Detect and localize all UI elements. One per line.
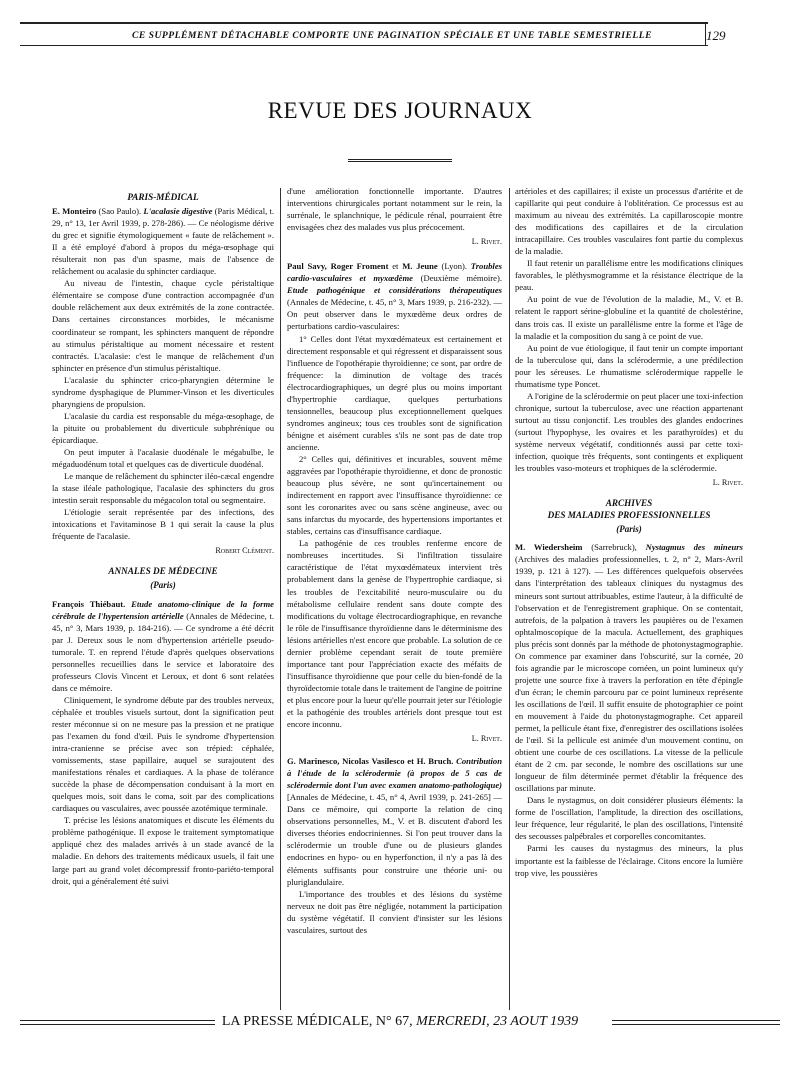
column-3 — [515, 185, 743, 879]
article-reference: (Annales de Médecine, t. 45, n° 3, Mars 1939, p. 216-232). — On peut observer dans le myxœdème deux ordres de perturbations cardio-vasculaires: — [287, 297, 502, 332]
column-2 — [287, 185, 502, 936]
footer — [0, 1014, 800, 1030]
header-bottom-rule — [20, 45, 708, 46]
authors: G. Marinesco, Nicolas Vasilesco et H. Bruch. — [287, 756, 454, 767]
footer-date: MERCREDI, 23 AOUT 1939 — [416, 1014, 579, 1029]
article-reference: (Paris Médical, t. 29, n° 13, 1er Avril 1939, p. 278-286). — Ce néologisme dérive du grec et signifie étymologiquement « faute de relâchement ». Il a été employé d'abord à propos du méga-œsophage qui résulterait non pas d'un spasme, mais de l'absence de relâchement ou acalasie du sphincter cardiaque. — [52, 206, 274, 277]
paragraph: 2° Celles qui, définitives et incurables, souvent même aggravées par l'opothérapie thyroïdienne, et donc de pronostic beaucoup plus sévère, ne sont qu'incertainement ou indirectement en rapport avec l'insuffisance thyroïdienne: ce sont les coronarites avec ou sans scène angineuse, avec ou sans infarctus du myocarde, des hypertensions importantes et stables, certains cas d'insuffisance cardiaque. — [287, 453, 502, 537]
paragraph-continued: artérioles et des capillaires; il existe un processus d'artérite et de capillarite qui peut conduire à l'oblitération. Ce processus est au maximum au niveau des extrémités. La capillaroscopie montre des modifications des capillaires et de la circulation intracapillaire. Ces troubles vasculaires font partie du complexus de la maladie. — [515, 186, 743, 257]
section-heading-archives: ARCHIVES — [605, 498, 653, 509]
author: M. Wiedersheim — [515, 542, 583, 553]
paragraph: T. précise les lésions anatomiques et discute les éléments du problème pathogénique. Il expose le traitement symptomatique appliqué chez des malades arrivés à un stade avancé de la maladie. En dehors des traitements médicaux usuels, il fait une large part au grand volet décompressif fronto-pariéto-temporal droit, qui a généralement été suivi — [52, 815, 274, 886]
paragraph-continued: d'une amélioration fonctionnelle importante. D'autres interventions chirurgicales portant notamment sur le rein, la surrénale, le splanchnique, le pédicule rénal, pourraient être envisagées chez des malades vus plus précocement. — [287, 186, 502, 233]
page-title: REVUE DES JOURNAUX — [267, 98, 533, 123]
article-marinesco — [287, 755, 502, 888]
paragraph: Le manque de relâchement du sphincter iléo-cæcal engendre la stase iléale pathologique, l'acalasie des sphincters du gros intestin serait responsable du mégacolon total ou segmentaire. — [52, 471, 274, 506]
paragraph: On peut imputer à l'acalasie duodénale le mégabulbe, le mégaduodénum total et quelques cas de diverticule duodénal. — [52, 446, 274, 470]
section-subheading: (Paris) — [150, 580, 176, 591]
article-monteiro — [52, 205, 274, 277]
title-rule — [348, 159, 452, 160]
author-location: (Sao Paulo). — [96, 206, 144, 217]
footer-issue: N° 67, — [375, 1014, 413, 1029]
column-separator-1 — [280, 188, 281, 1010]
article-subtitle: Etude pathogénique et considérations thérapeutiques — [287, 285, 502, 296]
section-heading-paris-medical: PARIS-MÉDICAL — [127, 192, 199, 202]
paragraph: L'acalasie du sphincter crico-pharyngien détermine le syndrome dysphagique de Plummer-Vinson et les diverticules pharyngiens de propulsion. — [52, 374, 274, 409]
paragraph: Au niveau de l'intestin, chaque cycle péristaltique élémentaire se compose d'une contraction accompagnée d'un double relâchement aux deux extrémités de la zone contractée. Dans certaines circonstances morbides, le mécanisme coordinateur se rompant, les sphincters manquent de répondre au stimulus péristaltique au moment nécessaire et restent contractés. L'acalasie: c'est le manque de relâchement d'un sphincter en présence d'un stimulus péristaltique. — [52, 278, 274, 373]
article-reference: (Archives des maladies professionnelles, t. 2, n° 2, Mars-Avril 1939, p. 121 à 127). — Les différences quelquefois observées dans l'interprétation des tableaux cliniques du nystagmus des mineurs sont surtout attribuables, estime l'auteur, à la difficulté de l'observation et de l'enregistrement graphique. On se contentait, autrefois, de la palpation à travers les paupières ou de l'examen ophtalmoscopique de la macula. Actuellement, des graphiques plus précis sont donnés par la méthode de photonystagmographie. On commence par examiner dans l'obscurité, sur la cornée, 20 fois agrandie par le microscope cornéen, un point lumineux qu'y projette une source fixe à travers la perforation en tête d'épingle d'un écran; le chemin parcouru par ce point lumineux représente les oscillations de l'œil. Il suffit ensuite de photographier ce point en mouvement à l'aide du photonystagmographe. Cet appareil permet, la pellicule étant fixe, d'enregistrer des oscillations isolées de l'œil. Si la pellicule est animée d'un mouvement continu, on obtient une courbe de ces oscillations. La vitesse de la pellicule étant de 2 cm. par seconde, le nombre des oscillations sur une longueur de film déterminée permet d'établir la fréquence des oscillations par minute. — [515, 554, 743, 794]
paragraph: 1° Celles dont l'état myxœdémateux est certainement et directement responsable et qui régressent et disparaissent sous l'influence de l'opothérapie thyroïdienne; ce sont, par ordre de fréquence: la diminution de voltage des tracés électrocardiographiques, un degré plus ou moins important d'hypertrophie cardiaque, quelques perturbations tensionnelles, beaucoup plus exceptionnellement quelques syndromes angineux; tous ces troubles sont de signification bénigne et aisément curables s'ils ne sont pas de date trop ancienne. — [287, 333, 502, 452]
author: M. Jeune — [402, 261, 438, 272]
paragraph: La pathogénie de ces troubles renferme encore de nombreuses incertitudes. Si l'infiltration tissulaire caractéristique de l'état myxœdémateux intervient très probablement dans la genèse de l'hypertrophie cardiaque, si les troubles de l'excitabilité neuro-musculaire ou du métabolisme cellulaire rendent sans doute compte des modifications du voltage électrocardiographique, en revanche le rôle de l'insuffisance thyroïdienne dans le déterminisme des lésions artérielles n'est encore que probable. La solution de ce dernier problème cependant serait de toute première importance tant pour l'appréciation exacte des méfaits de l'insuffisance thyroïdienne que pour celle du bien-fondé de la thyroïdectomie totale dans le traitement de l'angine de poitrine et plus encore pour la lueur qu'elle pourrait jeter sur l'étiologie et la pathogénie des troubles artériels dont presque tout est encore inconnu. — [287, 538, 502, 730]
section-subheading: (Paris) — [616, 524, 642, 535]
article-wiedersheim — [515, 541, 743, 794]
signature: L. Rivet. — [471, 734, 502, 744]
paragraph: L'acalasie du cardia est responsable du méga-œsophage, de la pituite ou probablement du diverticule subphrénique ou épicardiaque. — [52, 410, 274, 445]
paragraph: L'importance des troubles et des lésions du système nerveux ne doit pas être négligée, notamment la participation du système végétatif. Il convient d'insister sur les lésions vasculaires, surtout des — [287, 888, 502, 935]
article-reference: [Annales de Médecine, t. 45, n° 4, Avril 1939, p. 241-265] — Dans ce mémoire, qui comporte la relation de cinq observations personnelles, M., V. et B. discutent d'abord les diverses théories endocriniennes. Si l'on peut trouver dans la sclérodermie un trouble d'une ou de plusieurs glandes endocrines en hypo- ou en hyperfonction, il n'y a pas là des éléments suffisants pour construire une théorie uni- ou pluriglandulaire. — [287, 792, 502, 887]
signature: Robert Clément. — [215, 546, 274, 556]
header-top-rule — [20, 22, 708, 24]
article-title: Nystagmus des mineurs — [645, 542, 743, 553]
article-reference: (Annales de Médecine, t. 45, n° 3, Mars 1939, p. 184-216). — Ce syndrome a été décrit par J. Dereux sous le nom d'hypertension artérielle pseudo-tumorale. T. en reprend l'étude d'après quelques observations personnelles recueillies dans le service et laboratoire des professeurs Clovis Vincent et Leroux, et dont 6 sont relatées dans ce mémoire. — [52, 610, 275, 693]
author: E. Monteiro — [52, 206, 97, 217]
paragraph: Parmi les causes du nystagmus des mineurs, la plus importante est la faiblesse de l'éclairage. Citons encore la lumière trop vive, les poussières — [515, 843, 743, 878]
article-savy — [287, 260, 502, 332]
article-thiebaut — [52, 598, 274, 694]
signature: L. Rivet. — [712, 478, 743, 488]
section-heading-maladies-professionnelles: DES MALADIES PROFESSIONNELLES — [547, 510, 711, 521]
author-location: (Sarrebruck), — [582, 542, 646, 553]
page-number: 129 — [706, 28, 726, 43]
paragraph: Au point de vue de l'évolution de la maladie, M., V. et B. relatent le rapport sérine-globuline et la quantité de cholestérine, dans trois cas. Il existe un parallélisme entre la forme et l'âge de la maladie et la composition du sang à ce point de vue. — [515, 294, 743, 341]
article-title: L'acalasie digestive — [143, 206, 213, 217]
running-head: CE SUPPLÉMENT DÉTACHABLE COMPORTE UNE PAGINATION SPÉCIALE ET UNE TABLE SEMESTRIELLE — [131, 30, 653, 41]
paragraph: Il faut retenir un parallélisme entre les modifications cliniques favorables, le pléthysmogramme et la résistance électrique de la peau. — [515, 258, 743, 293]
column-1 — [52, 185, 274, 887]
authors: Paul Savy, Roger Froment — [287, 261, 389, 272]
article-title: Troubles cardio-vasculaires et myxœdème — [287, 261, 502, 284]
author: François Thiébaut. — [52, 598, 126, 609]
column-separator-2 — [509, 188, 510, 1010]
article-title: Etude anatomo-clinique de la forme cérébrale de l'hypertension artérielle — [52, 598, 274, 621]
conjunction: et — [388, 261, 403, 272]
article-title: Contribution à l'étude de la sclérodermie (à propos de 5 cas de sclérodermie dont l'un avec examen anatomo-pathologique) — [287, 756, 502, 791]
article-note: (Deuxième mémoire). — [413, 273, 502, 284]
signature: L. Rivet. — [471, 237, 502, 247]
footer-journal: LA PRESSE MÉDICALE, — [221, 1014, 373, 1029]
title-rule-2 — [348, 161, 452, 162]
paragraph: Au point de vue étiologique, il faut tenir un compte important de la tuberculose qui, dans la sclérodermie, a une prédilection pour les séreuses. Le rhumatisme sclérodermique rappelle le rhumatisme type Poncet. — [515, 342, 743, 389]
paragraph: A l'origine de la sclérodermie on peut placer une toxi-infection chronique, surtout la tuberculose, avec une réaction appartenant surtout au tissu conjonctif. Les troubles des glandes endocrines (surtout l'hypophyse, les ovaires et les parathyroïdes) et du système nerveux végétatif, conditionnés aussi par cette toxi-infection, quoique très fréquents, sont contingents et expliquent les troubles vaso-moteurs et trophiques de la sclérodermie. — [515, 390, 743, 474]
paragraph: Dans le nystagmus, on doit considérer plusieurs éléments: la forme de l'oscillation, l'amplitude, la direction des oscillations, leur fréquence, leur régularité, le plan des oscillations, l'intensité des secousses palpébrales et corporelles concomitantes. — [515, 795, 743, 842]
section-heading-annales-de-medecine: ANNALES DE MÉDECINE — [108, 566, 218, 577]
author-location: (Lyon). — [437, 261, 471, 272]
paragraph: L'étiologie serait représentée par des infections, des intoxications et l'avitaminose B 1 qui serait la cause la plus fréquente de l'acalasie. — [52, 507, 274, 542]
paragraph: Cliniquement, le syndrome débute par des troubles nerveux, céphalée et troubles visuels surtout, dont la signification peut rester méconnue si on ne mesure pas la pression et ne pratique pas l'examen du fond d'œil. Puis le syndrome d'hypertension intra-cranienne se précise avec son trépied: céphalée, vomissements, stase papillaire, auquel se surajoutent des manifestations rénales et cardiaques. A la phase de tolérance succède la phase de décompensation conduisant à la mort en quelques mois, soit dans le coma, soit par des complications cardiaques ou vasculaires, avec poussée azotémique terminale. — [52, 694, 274, 814]
